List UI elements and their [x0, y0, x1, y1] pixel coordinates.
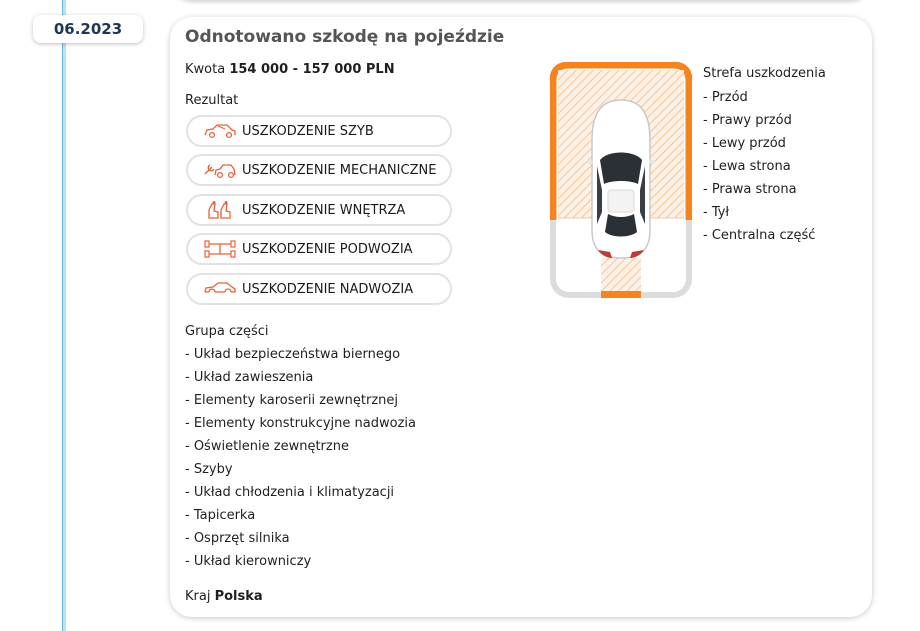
result-pill-label: USZKODZENIE WNĘTRZA [242, 202, 406, 218]
damage-zone-diagram [550, 62, 692, 298]
parts-list-item: - Tapicerka [185, 508, 256, 523]
amount-line [185, 62, 395, 77]
result-pill-glass[interactable] [186, 115, 452, 147]
damage-zone-item: - Prawy przód [703, 113, 792, 128]
country-value: Polska [214, 589, 263, 604]
amount-label: Kwota [185, 62, 226, 77]
result-pill-interior[interactable] [186, 194, 452, 226]
parts-list-item: - Oświetlenie zewnętrzne [185, 439, 349, 454]
parts-list-item: - Elementy karoserii zewnętrznej [185, 393, 399, 408]
result-pill-body[interactable] [186, 273, 452, 305]
car-body-icon [202, 278, 238, 300]
parts-list-item: - Układ zawieszenia [185, 370, 314, 385]
result-pill-label: USZKODZENIE SZYB [242, 123, 374, 139]
chassis-icon [202, 238, 238, 260]
damage-zone-item: - Centralna część [703, 228, 816, 243]
result-label: Rezultat [185, 93, 239, 108]
car-glass-icon [202, 120, 238, 142]
car-wrench-icon [202, 159, 238, 181]
result-pill-label: USZKODZENIE NADWOZIA [242, 281, 414, 297]
damage-zone-item: - Prawa strona [703, 182, 797, 197]
damage-zone-item: - Przód [703, 90, 748, 105]
amount-value: 154 000 - 157 000 PLN [229, 62, 395, 77]
car-seats-icon [202, 199, 238, 221]
parts-list-item: - Układ chłodzenia i klimatyzacji [185, 485, 395, 500]
damage-event-card [170, 17, 872, 617]
parts-list-item: - Układ kierowniczy [185, 554, 312, 569]
date-badge: 06.2023 [33, 15, 143, 43]
parts-list-item: - Szyby [185, 462, 233, 477]
result-pill-label: USZKODZENIE PODWOZIA [242, 241, 413, 257]
parts-group-label: Grupa części [185, 324, 269, 339]
damage-zone-item: - Lewa strona [703, 159, 791, 174]
timeline-line [62, 0, 66, 631]
result-pill-label: USZKODZENIE MECHANICZNE [242, 162, 437, 178]
result-pill-mechanical[interactable] [186, 154, 452, 186]
parts-list-item: - Układ bezpieczeństwa biernego [185, 347, 401, 362]
parts-list-item: - Elementy konstrukcyjne nadwozia [185, 416, 416, 431]
country-label: Kraj [185, 589, 211, 604]
country-line [185, 589, 263, 604]
parts-list-item: - Osprzęt silnika [185, 531, 290, 546]
damage-zone-item: - Lewy przód [703, 136, 786, 151]
car-top-view-icon [587, 100, 655, 258]
card-title: Odnotowano szkodę na pojeździe [185, 27, 505, 47]
damage-zone-label: Strefa uszkodzenia [703, 66, 826, 81]
result-pill-chassis[interactable] [186, 233, 452, 265]
damage-zone-item: - Tył [703, 205, 730, 220]
